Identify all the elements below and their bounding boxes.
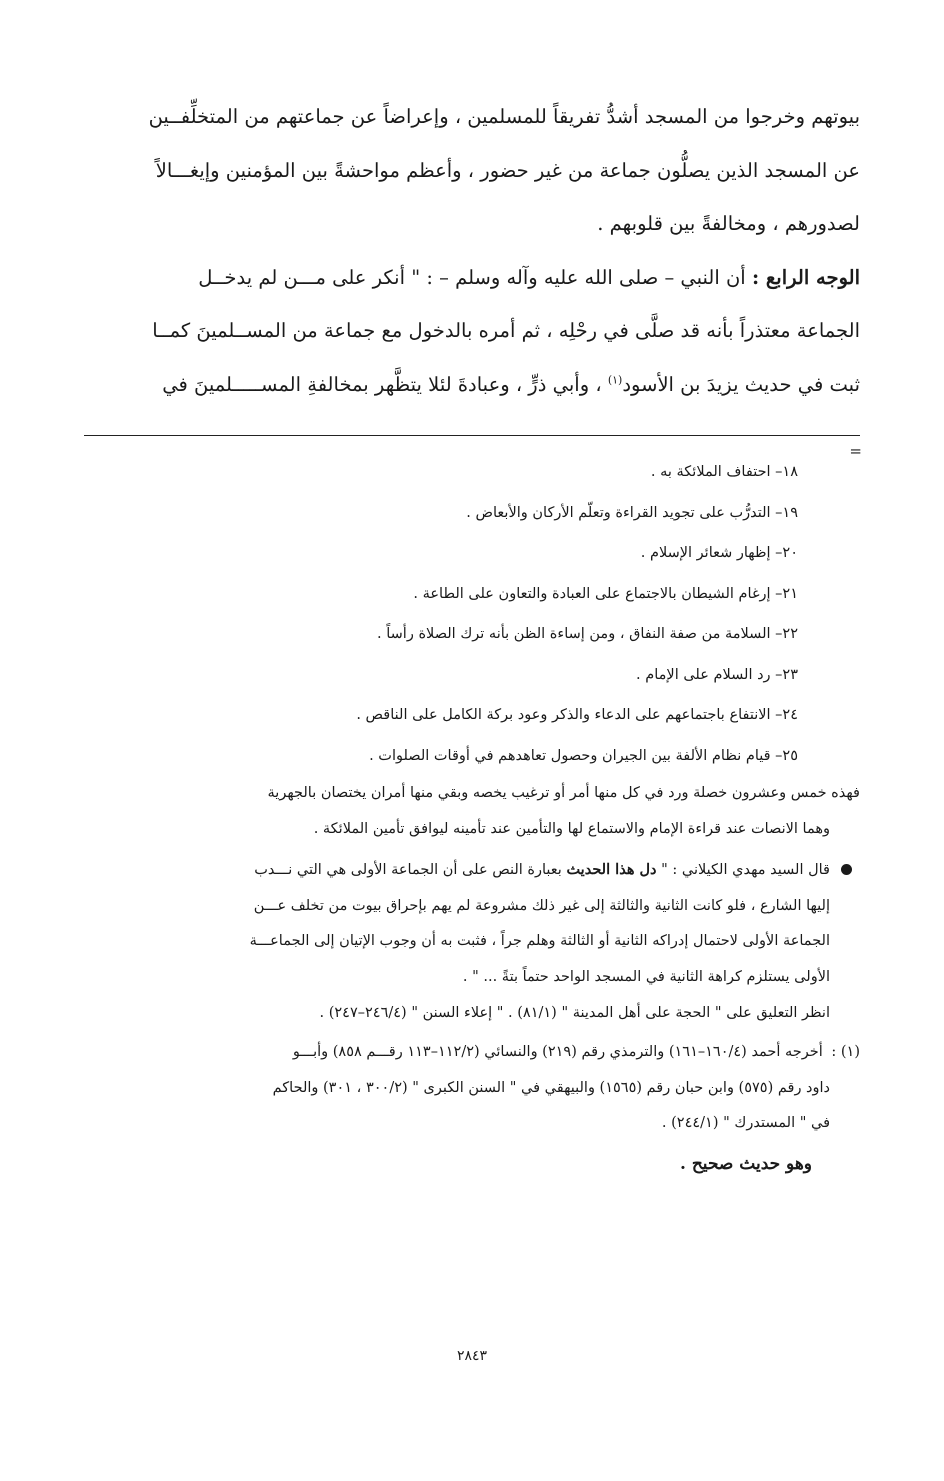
main-line-text: أن النبي – صلى الله عليه وآله وسلم – : " أنكر على مـــن لم يدخــل xyxy=(198,265,746,289)
quote-line: الجماعة الأولى لاحتمال إدراكه الثانية أو الثالثة وهلم جراً ، فثبت به أن وجوب الإتيان إلى الجماعـــة xyxy=(249,933,830,949)
footnote-line xyxy=(84,1035,860,1071)
summary-line: وهما الانصات عند قراءة الإمام والاستماع لها والتأمين عند تأمينه ليوافق تأمين الملائكة . xyxy=(313,820,830,837)
quote-text: بعبارة النص على أن الجماعة الأولى هي التي نـــدب xyxy=(254,862,562,878)
hadith-verdict: وهو حديث صحيح . xyxy=(680,1153,812,1174)
footnote-line: داود رقم (٥٧٥) وابن حبان رقم (١٥٦٥) والبيهقي في " السنن الكبرى " (٣٠٠/٢ ، ٣٠١) والحاكم xyxy=(272,1079,830,1096)
main-line: عن المسجد الذين يصلُّون جماعة من غير حضور ، وأعظم مواحشةً بين المؤمنين وإيغـــالاً xyxy=(155,158,860,182)
footnote-line: في " المستدرك " (٢٤٤/١) . xyxy=(661,1115,830,1131)
main-line: لصدورهم ، ومخالفةً بين قلوبهم . xyxy=(597,212,860,235)
quote-line: الأولى يستلزم كراهة الثانية في المسجد الواحد حتماً بتةً ... " . xyxy=(462,968,830,985)
see-also-reference: انظر التعليق على " الحجة على أهل المدينة " (٨١/١) . " إعلاء السنن " (٢٤٦/٤–٢٤٧) . xyxy=(319,1005,830,1021)
quote-line: إليها الشارع ، فلو كانت الثانية والثالثة إلى غير ذلك مشروعة لم يهم بإحراق بيوت من تخلف عـــن xyxy=(253,897,830,914)
list-item: ٢٥– قيام نظام الألفة بين الجيران وحصول تعاهدهم في أوقات الصلوات . xyxy=(369,747,798,764)
section-lead: الوجه الرابع : xyxy=(751,265,860,289)
list-item: ٢٠– إظهار شعائر الإسلام . xyxy=(640,545,798,561)
footnote-divider xyxy=(84,435,860,436)
benefits-list xyxy=(84,452,860,776)
main-line: الجماعة معتذراً بأنه قد صلَّى في رحْلِه ، ثم أمره بالدخول مع جماعة من المســلمينَ كمــا xyxy=(152,319,860,342)
continuation-marker: = xyxy=(849,442,862,460)
quote-block xyxy=(84,852,860,995)
main-line-text: ثبت في حديث يزيدَ بن الأسود xyxy=(622,372,860,396)
footnote-1 xyxy=(84,1035,860,1184)
footnote-reference[interactable]: (١) xyxy=(607,373,623,386)
main-line xyxy=(84,251,860,305)
quote-emphasis: دل هذا الحديث xyxy=(566,861,657,878)
main-text xyxy=(84,90,860,411)
main-line xyxy=(84,358,860,412)
footnote-text: أخرجه أحمد (١٦٠/٤–١٦١) والترمذي رقم (٢١٩) والنسائي (١١٢/٢–١١٣ رقـــم ٨٥٨) وأبـــو xyxy=(292,1044,823,1060)
page xyxy=(84,90,860,1184)
main-line-text: ، وأبي ذرٍّ ، وعبادةَ لئلا يتظَّهر بمخالفةِ المســـــلمينَ في xyxy=(162,372,602,396)
list-item: ٢٢– السلامة من صفة النفاق ، ومن إساءة الظن بأنه ترك الصلاة رأساً . xyxy=(377,626,798,642)
quote-line xyxy=(84,852,830,889)
list-item: ٢١– إرغام الشيطان بالاجتماع على العبادة والتعاون على الطاعة . xyxy=(413,585,798,602)
list-item: ١٨– احتفاف الملائكة به . xyxy=(650,464,798,480)
bullet-icon xyxy=(841,864,852,875)
list-item: ١٩– التدرُّب على تجويد القراءة وتعلّم الأركان والأبعاض . xyxy=(466,504,798,521)
page-number: ٢٨٤٣ xyxy=(456,1348,488,1364)
footnotes xyxy=(84,442,862,1184)
list-item: ٢٣– رد السلام على الإمام . xyxy=(636,666,798,683)
main-line: بيوتهم وخرجوا من المسجد أشدُّ تفريقاً للمسلمين ، وإعراضاً عن جماعتهم من المتخلِّفــين xyxy=(148,105,860,128)
summary-line: فهذه خمس وعشرون خصلة ورد في كل منها أمر أو ترغيب يخصه وبقي منها أمران يختصان بالجهرية xyxy=(267,785,860,801)
quote-intro: قال السيد مهدي الكيلاني : " xyxy=(661,862,830,878)
footnote-marker: (١) : xyxy=(831,1044,860,1060)
list-item: ٢٤– الانتفاع باجتماعهم على الدعاء والذكر وعود بركة الكامل على الناقص . xyxy=(356,707,798,723)
